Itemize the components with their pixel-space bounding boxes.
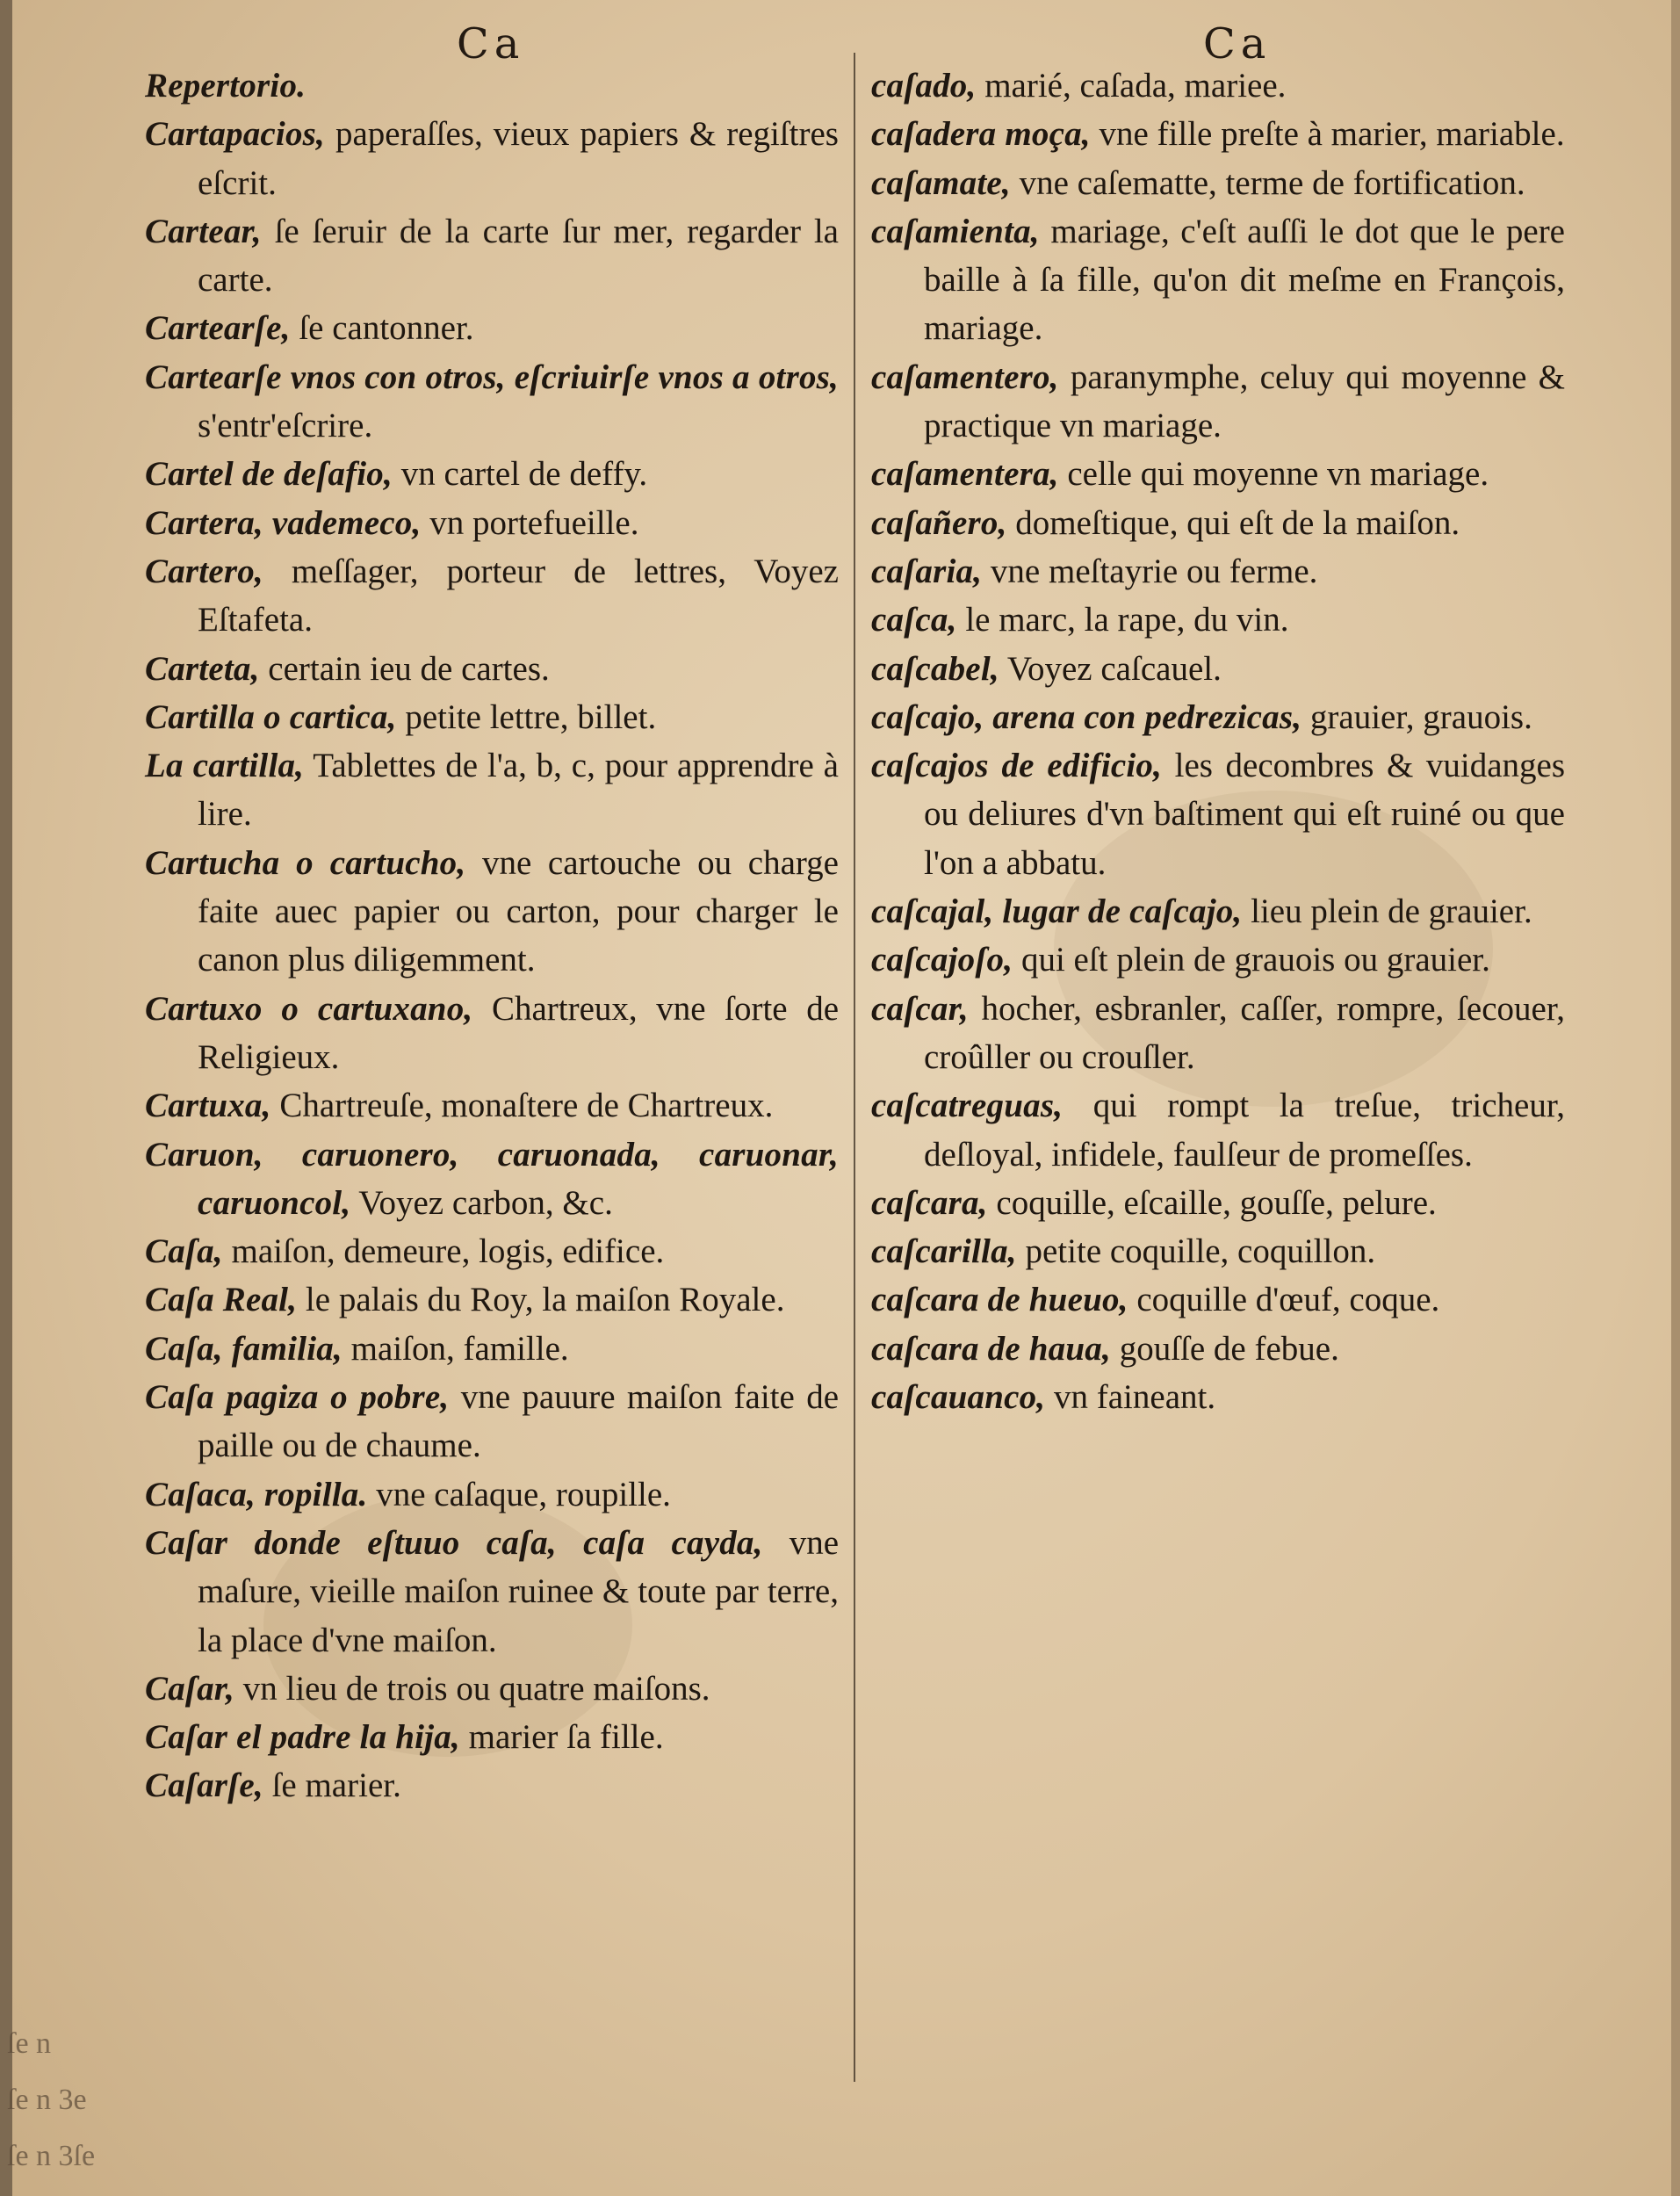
entry-headword: Cartuxo o cartuxano, [145,989,473,1028]
entry-headword: Carteta, [145,649,260,688]
entry-headword: caſadera moça, [871,115,1091,154]
dictionary-entry [871,596,1565,644]
entry-headword: Cartuxa, [145,1087,271,1125]
entry-definition: Voyez caſcauel. [999,649,1222,688]
entry-definition: ſe ſeruir de la carte ſur mer, regarder la carte. [198,212,839,300]
entry-definition: vne fille preſte à marier, mariable. [1090,115,1565,154]
dictionary-entry [871,645,1565,693]
entry-headword: caſado, [871,67,977,105]
entry-definition: certain ieu de cartes. [259,649,550,688]
entry-headword: caſamentera, [871,455,1059,494]
entry-headword: caſca, [871,601,957,639]
dictionary-entry [145,1373,839,1470]
dictionary-entry [145,304,839,352]
dictionary-entry [145,499,839,547]
entry-definition: Voyez carbon, &c. [350,1183,613,1222]
dictionary-entry [871,1081,1565,1179]
dictionary-entry [145,61,839,110]
entry-headword: Caſa pagiza o pobre, [145,1378,450,1417]
entry-definition: vn faineant. [1045,1378,1216,1417]
dictionary-entry [145,547,839,645]
entry-definition: le marc, la rape, du vin. [956,601,1289,639]
entry-definition: ſe marier. [263,1766,401,1805]
running-header-left: Ca [457,19,525,69]
entry-definition: vne pauure maiſon faite de paille ou de chaume. [198,1378,840,1465]
dictionary-entry [871,1325,1565,1373]
dictionary-entry [145,353,839,451]
dictionary-entry [145,1713,839,1761]
entry-definition: qui eſt plein de grauois ou grauier. [1013,941,1490,979]
entry-definition: vne meſtayrie ou ferme. [982,552,1318,590]
dictionary-entry [145,839,839,985]
entry-headword: caſcarilla, [871,1232,1017,1271]
entry-definition: hocher, esbranler, caſſer, rompre, ſecouer, croûller ou crouſler. [924,989,1565,1076]
running-header-right: Ca [1203,19,1272,69]
entry-headword: caſcajo, arena con pedrezicas, [871,697,1302,736]
dictionary-entry [145,1665,839,1713]
dictionary-entry [871,887,1565,935]
entry-headword: Caruon, caruonero, caruonada, caruonar, caruoncol, [145,1135,839,1222]
entry-definition: Chartreux, vne ſorte de Religieux. [198,989,840,1076]
entry-headword: Caſa Real, [145,1281,298,1319]
margin-note: ſe n [7,2027,52,2060]
entry-headword: caſcara de haua, [871,1329,1111,1368]
entry-headword: Repertorio. [145,67,306,105]
dictionary-entry [871,159,1565,207]
dictionary-entry [871,499,1565,547]
dictionary-entry [145,1519,839,1665]
dictionary-entry [871,547,1565,596]
entry-definition: paperaſſes, vieux papiers & regiſtres eſcrit. [198,115,839,202]
entry-definition: petite coquille, coquillon. [1016,1232,1376,1271]
entry-definition: meſſager, porteur de lettres, Voyez Eſtafeta. [198,552,839,639]
entry-definition: grauier, grauois. [1301,697,1532,736]
entry-definition: mariage, c'eſt auſſi le dot que le pere baille à ſa fille, qu'on dit meſme en François, mariage. [924,212,1565,348]
entry-headword: Cartilla o cartica, [145,697,397,736]
entry-definition: lieu plein de grauier. [1242,892,1532,931]
dictionary-entry [145,207,839,305]
entry-headword: Cartear, [145,212,262,250]
entry-definition: marier ſa fille. [459,1718,664,1757]
entry-headword: caſcajos de edificio, [871,747,1163,785]
entry-headword: Caſa, [145,1232,223,1271]
dictionary-entry [871,1275,1565,1324]
dictionary-entry [145,645,839,693]
entry-headword: Caſar, [145,1669,234,1708]
entry-definition: vn lieu de trois ou quatre maiſons. [234,1669,710,1708]
entry-headword: Caſar el padre la hija, [145,1718,460,1757]
entry-headword: Cartucha o cartucho, [145,843,466,882]
dictionary-entry [871,450,1565,498]
entry-headword: Caſarſe, [145,1766,263,1805]
dictionary-entry [145,1131,839,1228]
entry-headword: Cartero, [145,552,263,590]
entry-headword: caſcajoſo, [871,941,1013,979]
entry-definition: ſe cantonner. [290,309,474,348]
dictionary-entry [871,353,1565,451]
entry-definition: coquille d'œuf, coque. [1128,1281,1440,1319]
dictionary-entry [871,985,1565,1082]
dictionary-entry [871,1179,1565,1227]
entry-definition: celle qui moyenne vn mariage. [1058,455,1489,494]
entry-headword: Cartel de deſafio, [145,455,393,494]
dictionary-column-right [871,61,1565,1421]
dictionary-entry [871,61,1565,110]
dictionary-entry [145,110,839,207]
entry-definition: vn portefueille. [421,503,639,542]
entry-headword: Cartearſe vnos con otros, eſcriuirſe vnos a otros, [145,358,839,396]
entry-definition: vne caſematte, terme de fortification. [1010,163,1525,202]
dictionary-entry [871,110,1565,158]
entry-definition: Chartreuſe, monaſtere de Chartreux. [270,1087,774,1125]
entry-headword: caſcatreguas, [871,1087,1064,1125]
entry-headword: La cartilla, [145,747,305,785]
dictionary-entry [145,450,839,498]
dictionary-entry [145,1325,839,1373]
entry-definition: marié, caſada, mariee. [976,67,1287,105]
entry-definition: domeſtique, qui eſt de la maiſon. [1006,503,1460,542]
dictionary-entry [871,1227,1565,1275]
entry-headword: caſamentero, [871,358,1059,396]
entry-definition: maiſon, famille. [342,1329,569,1368]
entry-headword: caſcabel, [871,649,999,688]
entry-definition: vne cartouche ou charge faite auec papier ou carton, pour charger le canon plus diligemment. [198,843,839,979]
entry-definition: s'entr'eſcrire. [198,407,373,445]
column-divider [854,53,855,2082]
dictionary-entry [145,1275,839,1324]
entry-definition: Tablettes de l'a, b, c, pour apprendre à lire. [198,747,839,834]
entry-headword: caſcara de hueuo, [871,1281,1128,1319]
dictionary-entry [145,1081,839,1130]
dictionary-entry [145,985,839,1082]
entry-definition: qui rompt la treſue, tricheur, deſloyal, infidele, faulſeur de promeſſes. [924,1087,1565,1174]
entry-headword: Cartearſe, [145,309,291,348]
entry-definition: vne caſaque, roupille. [367,1475,671,1513]
entry-headword: caſaria, [871,552,983,590]
dictionary-entry [145,1470,839,1519]
dictionary-entry [145,1761,839,1810]
entry-headword: caſcara, [871,1183,988,1222]
entry-headword: Caſaca, ropilla. [145,1475,368,1513]
entry-definition: les decombres & vuidanges ou deliures d'vn baſtiment qui eſt ruiné ou que l'on a abbatu. [924,747,1565,882]
entry-definition: paranymphe, celuy qui moyenne & practique vn mariage. [924,358,1565,445]
entry-headword: caſcajal, lugar de caſcajo, [871,892,1243,931]
entry-headword: caſamate, [871,163,1011,202]
entry-headword: caſcar, [871,989,969,1028]
dictionary-entry [145,1227,839,1275]
entry-headword: caſamienta, [871,212,1040,250]
margin-note: ſe n 3e [7,2084,87,2116]
dictionary-entry [871,741,1565,887]
dictionary-column-left [145,61,839,1810]
entry-definition: maiſon, demeure, logis, edifice. [222,1232,665,1271]
entry-definition: le palais du Roy, la maiſon Royale. [297,1281,785,1319]
page-left-edge [0,0,12,2196]
entry-headword: caſañero, [871,503,1007,542]
entry-headword: Cartera, vademeco, [145,503,422,542]
entry-headword: caſcauanco, [871,1378,1046,1417]
entry-definition: petite lettre, billet. [396,697,657,736]
margin-note: ſe n 3ſe [7,2140,96,2172]
dictionary-entry [871,935,1565,984]
entry-headword: Cartapacios, [145,115,325,154]
dictionary-entry [871,693,1565,741]
entry-definition: coquille, eſcaille, gouſſe, pelure. [987,1183,1437,1222]
entry-definition: gouſſe de febue. [1110,1329,1339,1368]
entry-definition: vne maſure, vieille maiſon ruinee & toute par terre, la place d'vne maiſon. [198,1523,840,1659]
entry-headword: Caſar donde eſtuuo caſa, caſa cayda, [145,1523,763,1562]
dictionary-entry [871,207,1565,353]
dictionary-entry [871,1373,1565,1421]
entry-headword: Caſa, familia, [145,1329,342,1368]
page-right-edge [1671,0,1680,2196]
dictionary-entry [145,693,839,741]
dictionary-entry [145,741,839,839]
entry-definition: vn cartel de deffy. [392,455,648,494]
